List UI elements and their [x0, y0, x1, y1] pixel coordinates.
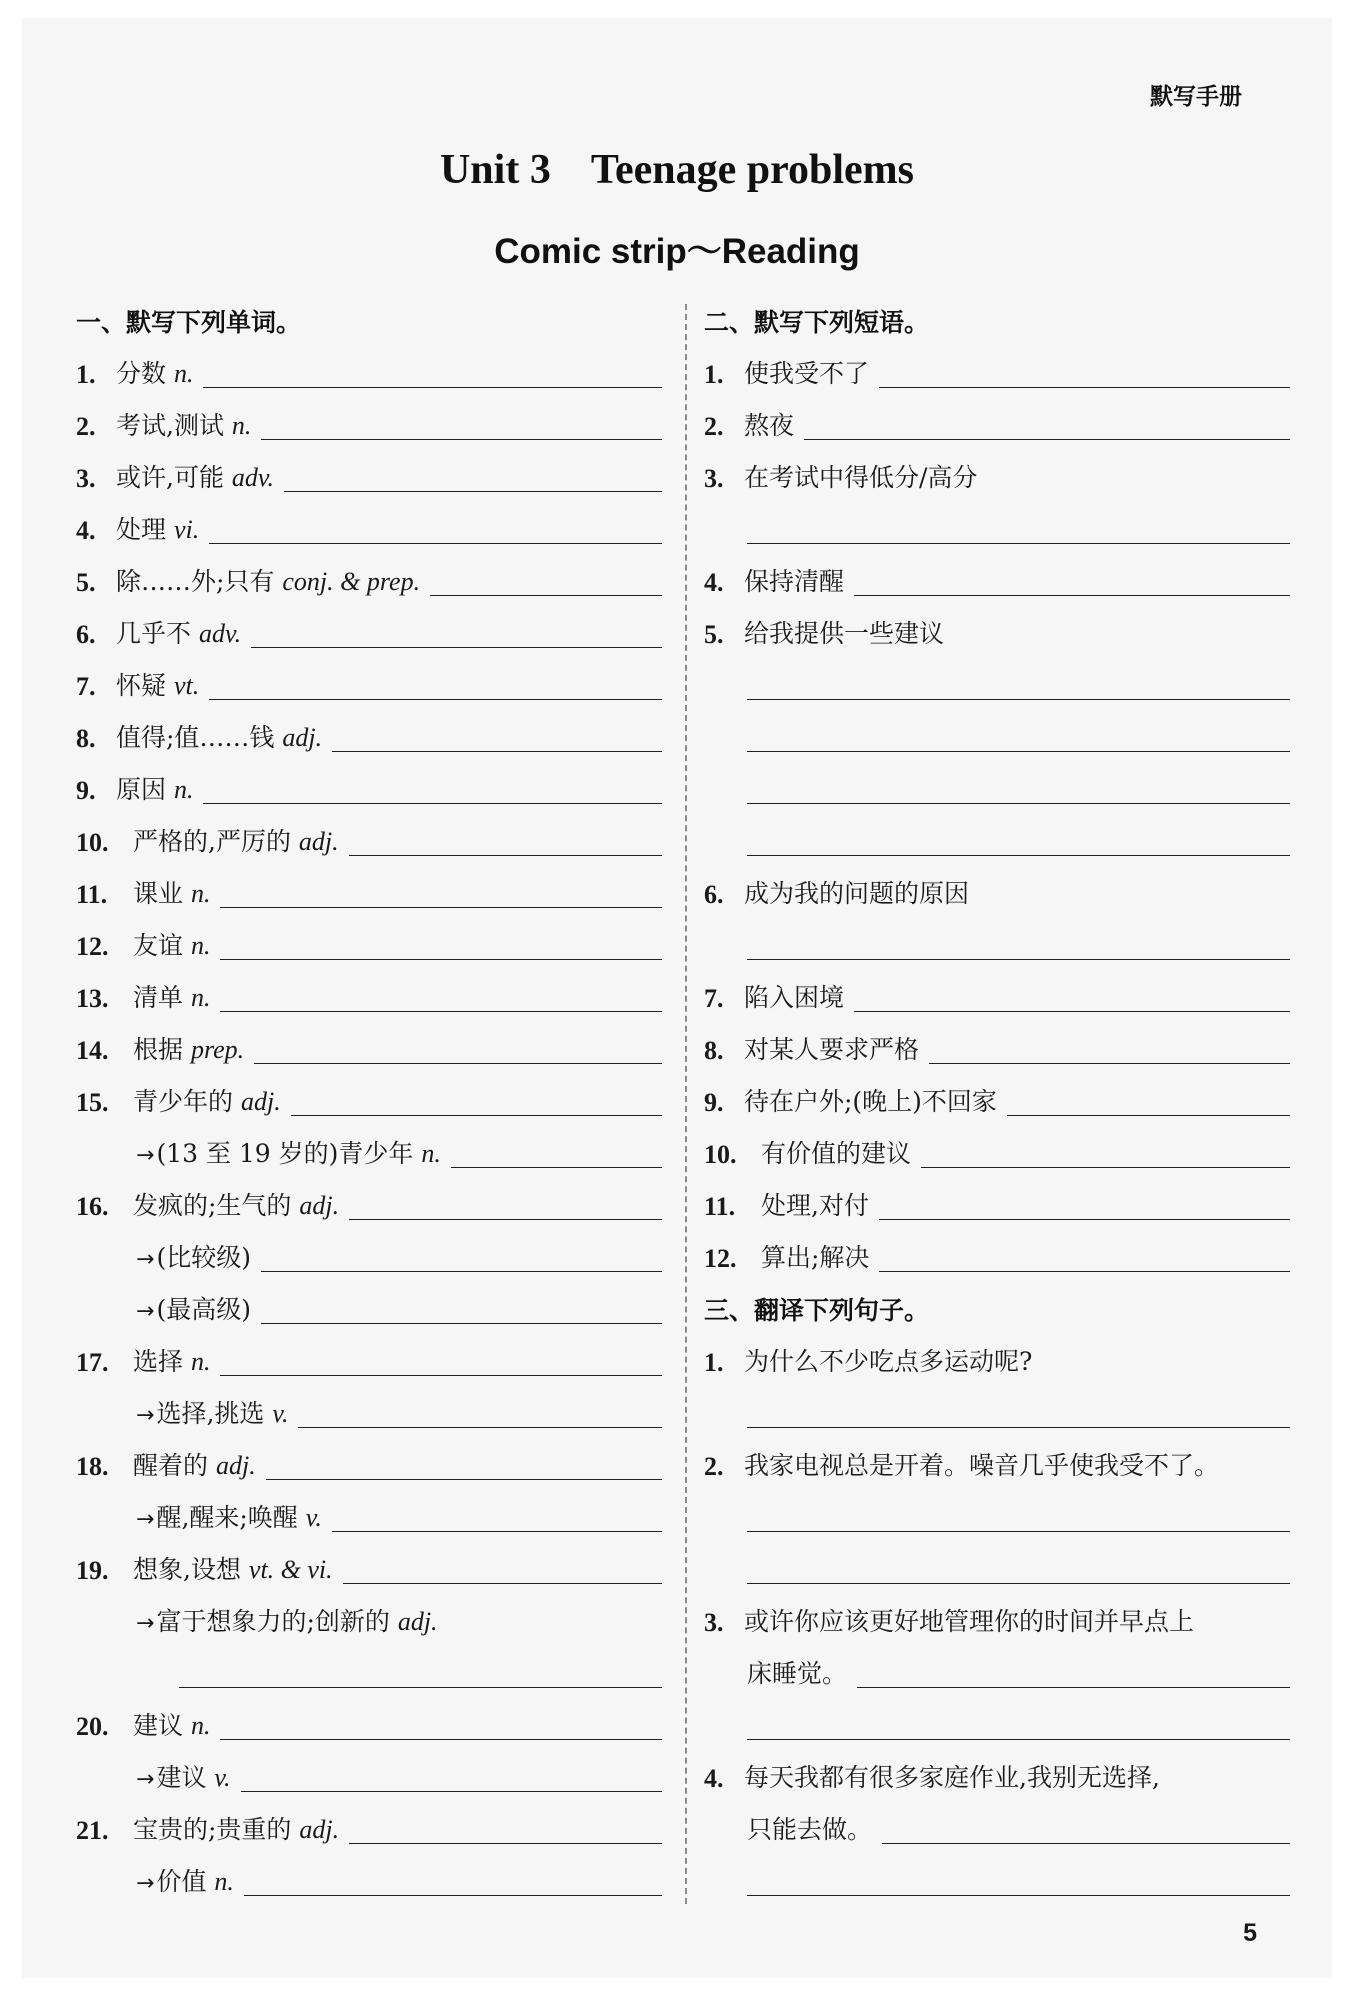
item-text: 为什么不少吃点多运动呢?: [744, 1347, 1033, 1376]
arrow-icon: →: [136, 1871, 155, 1896]
page-subtitle: Comic strip～Reading: [494, 232, 860, 271]
item-number: 6.: [76, 620, 96, 649]
word-item: [76, 970, 662, 1022]
answer-blank[interactable]: [254, 1062, 662, 1064]
arrow-icon: →: [136, 1247, 155, 1272]
section-title-words: 一、默写下列单词。: [76, 308, 302, 337]
answer-blank[interactable]: [747, 1894, 1290, 1896]
answer-line-row: [704, 1386, 1290, 1438]
item-text: 成为我的问题的原因: [744, 879, 970, 908]
item-text: 只能去做。: [747, 1815, 873, 1844]
arrow-icon: →: [136, 1507, 155, 1532]
sentence-item: [704, 1750, 1290, 1802]
answer-blank[interactable]: [747, 958, 1290, 960]
item-text: 考试,测试 n.: [116, 411, 252, 440]
item-text: 友谊 n.: [133, 931, 211, 960]
derived-text: →(13 至 19 岁的)青少年 n.: [136, 1139, 441, 1168]
item-number: 3.: [704, 464, 724, 493]
derived-word-item: [76, 1126, 662, 1178]
answer-blank[interactable]: [261, 1322, 662, 1324]
derived-text: →富于想象力的;创新的 adj.: [136, 1607, 438, 1636]
word-item: [76, 1802, 662, 1854]
item-text: 保持清醒: [744, 567, 845, 596]
answer-blank[interactable]: [879, 1270, 1290, 1272]
page: [22, 18, 1332, 1978]
word-item: [76, 866, 662, 918]
word-item: [76, 346, 662, 398]
unit-label: Unit 3: [439, 147, 551, 193]
item-number: 16.: [76, 1192, 109, 1221]
answer-blank[interactable]: [804, 438, 1290, 440]
word-item: [76, 1022, 662, 1074]
word-item: [76, 502, 662, 554]
item-number: 9.: [76, 776, 96, 805]
answer-blank[interactable]: [857, 1686, 1290, 1688]
answer-line-row: [704, 814, 1290, 866]
answer-blank[interactable]: [220, 1738, 662, 1740]
answer-blank[interactable]: [244, 1894, 662, 1896]
item-number: 7.: [76, 672, 96, 701]
item-text: 怀疑 vt.: [116, 671, 200, 700]
word-item: [76, 710, 662, 762]
answer-line-row: [76, 1646, 662, 1698]
item-text: 分数 n.: [116, 359, 194, 388]
answer-line-row: [704, 918, 1290, 970]
phrase-item: [704, 1022, 1290, 1074]
word-item: [76, 658, 662, 710]
sentence-continuation: [704, 1802, 1290, 1854]
unit-title: Teenage problems: [590, 147, 915, 193]
derived-word-item: [76, 1490, 662, 1542]
item-text: 在考试中得低分/高分: [744, 463, 978, 492]
sentence-item: [704, 1334, 1290, 1386]
answer-blank[interactable]: [266, 1478, 662, 1480]
section-title-phrases: 二、默写下列短语。: [704, 308, 930, 337]
section-title-sentences: 三、翻译下列句子。: [704, 1296, 930, 1325]
word-item: [76, 918, 662, 970]
item-number: 12.: [704, 1244, 737, 1273]
word-item: [76, 1698, 662, 1750]
answer-line-row: [704, 502, 1290, 554]
header-tag: 默写手册: [1150, 84, 1242, 110]
answer-blank[interactable]: [747, 854, 1290, 856]
item-number: 2.: [704, 412, 724, 441]
answer-blank[interactable]: [261, 438, 662, 440]
item-number: 18.: [76, 1452, 109, 1481]
word-item: [76, 1542, 662, 1594]
answer-blank[interactable]: [220, 906, 662, 908]
item-number: 3.: [704, 1608, 724, 1637]
item-number: 20.: [76, 1712, 109, 1741]
derived-word-item: [76, 1854, 662, 1906]
item-text: 发疯的;生气的 adj.: [133, 1191, 340, 1220]
answer-line-row: [704, 1542, 1290, 1594]
item-number: 2.: [704, 1452, 724, 1481]
answer-blank[interactable]: [854, 594, 1290, 596]
word-item: [76, 398, 662, 450]
page-title: [22, 146, 1332, 194]
phrase-item: [704, 398, 1290, 450]
answer-blank[interactable]: [747, 1530, 1290, 1532]
derived-text: →价值 n.: [136, 1867, 234, 1896]
word-item: [76, 1334, 662, 1386]
item-text: 醒着的 adj.: [133, 1451, 256, 1480]
derived-word-item: [76, 1594, 662, 1646]
answer-blank[interactable]: [1007, 1114, 1290, 1116]
item-number: 6.: [704, 880, 724, 909]
arrow-icon: →: [136, 1403, 155, 1428]
item-text: 想象,设想 vt. & vi.: [133, 1555, 333, 1584]
answer-line-row: [704, 710, 1290, 762]
item-number: 10.: [704, 1140, 737, 1169]
answer-blank[interactable]: [349, 854, 662, 856]
item-number: 11.: [704, 1192, 736, 1221]
page-number: 5: [1243, 1919, 1257, 1947]
answer-blank[interactable]: [430, 594, 662, 596]
answer-blank[interactable]: [220, 1374, 662, 1376]
derived-word-item: [76, 1230, 662, 1282]
derived-word-item: [76, 1386, 662, 1438]
item-text: 选择 n.: [133, 1347, 211, 1376]
answer-blank[interactable]: [747, 1426, 1290, 1428]
arrow-icon: →: [136, 1767, 155, 1792]
item-number: 11.: [76, 880, 108, 909]
answer-blank[interactable]: [747, 542, 1290, 544]
item-number: 1.: [76, 360, 96, 389]
item-number: 19.: [76, 1556, 109, 1585]
answer-blank[interactable]: [879, 1218, 1290, 1220]
phrase-item: [704, 1230, 1290, 1282]
phrase-item: [704, 1178, 1290, 1230]
item-text: 几乎不 adv.: [116, 619, 242, 648]
item-number: 10.: [76, 828, 109, 857]
item-number: 21.: [76, 1816, 109, 1845]
item-number: 1.: [704, 360, 724, 389]
answer-blank[interactable]: [220, 1010, 662, 1012]
item-number: 7.: [704, 984, 724, 1013]
sentence-item: [704, 1438, 1290, 1490]
item-text: 床睡觉。: [747, 1659, 848, 1688]
phrase-item: [704, 554, 1290, 606]
item-text: 严格的,严厉的 adj.: [133, 827, 339, 856]
answer-blank[interactable]: [343, 1582, 662, 1584]
item-number: 2.: [76, 412, 96, 441]
answer-blank[interactable]: [332, 1530, 662, 1532]
answer-blank[interactable]: [284, 490, 662, 492]
phrase-item: [704, 346, 1290, 398]
phrase-item: [704, 450, 1290, 502]
item-text: 或许,可能 adv.: [116, 463, 275, 492]
item-text: 使我受不了: [744, 359, 870, 388]
item-text: 算出;解决: [761, 1243, 870, 1272]
answer-blank[interactable]: [854, 1010, 1290, 1012]
answer-blank[interactable]: [747, 750, 1290, 752]
item-text: 宝贵的;贵重的 adj.: [133, 1815, 340, 1844]
answer-blank[interactable]: [451, 1166, 662, 1168]
derived-text: →选择,挑选 v.: [136, 1399, 289, 1428]
derived-word-item: [76, 1750, 662, 1802]
phrase-item: [704, 1126, 1290, 1178]
item-text: 对某人要求严格: [744, 1035, 920, 1064]
answer-line-row: [704, 1490, 1290, 1542]
left-column: [76, 300, 662, 1906]
item-number: 13.: [76, 984, 109, 1013]
word-item: [76, 814, 662, 866]
item-number: 15.: [76, 1088, 109, 1117]
phrase-item: [704, 866, 1290, 918]
item-number: 17.: [76, 1348, 109, 1377]
word-item: [76, 554, 662, 606]
answer-blank[interactable]: [747, 698, 1290, 700]
answer-blank[interactable]: [220, 958, 662, 960]
answer-blank[interactable]: [209, 542, 662, 544]
right-column: [704, 300, 1290, 1906]
answer-blank[interactable]: [882, 1842, 1290, 1844]
item-number: 8.: [704, 1036, 724, 1065]
item-number: 12.: [76, 932, 109, 961]
item-number: 14.: [76, 1036, 109, 1065]
item-text: 根据 prep.: [133, 1035, 245, 1064]
item-number: 4.: [704, 1764, 724, 1793]
item-text: 给我提供一些建议: [744, 619, 945, 648]
word-item: [76, 1438, 662, 1490]
sentence-item: [704, 1594, 1290, 1646]
item-text: 建议 n.: [133, 1711, 211, 1740]
derived-text: →(比较级): [136, 1243, 251, 1272]
answer-blank[interactable]: [747, 1582, 1290, 1584]
answer-blank[interactable]: [747, 802, 1290, 804]
item-number: 1.: [704, 1348, 724, 1377]
answer-blank[interactable]: [209, 698, 662, 700]
item-text: 课业 n.: [133, 879, 211, 908]
answer-line-row: [704, 1698, 1290, 1750]
item-text: 原因 n.: [116, 775, 194, 804]
answer-blank[interactable]: [921, 1166, 1290, 1168]
item-text: 熬夜: [744, 411, 795, 440]
answer-blank[interactable]: [203, 386, 662, 388]
word-item: [76, 606, 662, 658]
answer-line-row: [704, 762, 1290, 814]
phrase-item: [704, 970, 1290, 1022]
item-text: 陷入困境: [744, 983, 845, 1012]
derived-word-item: [76, 1282, 662, 1334]
item-text: 待在户外;(晚上)不回家: [744, 1087, 997, 1116]
answer-blank[interactable]: [349, 1218, 662, 1220]
answer-blank[interactable]: [747, 1738, 1290, 1740]
derived-text: →建议 v.: [136, 1763, 231, 1792]
item-number: 3.: [76, 464, 96, 493]
word-item: [76, 1074, 662, 1126]
arrow-icon: →: [136, 1611, 155, 1636]
item-text: 每天我都有很多家庭作业,我别无选择,: [744, 1763, 1160, 1792]
answer-blank[interactable]: [251, 646, 662, 648]
column-divider: [685, 304, 687, 1904]
item-number: 5.: [76, 568, 96, 597]
phrase-item: [704, 1074, 1290, 1126]
item-number: 9.: [704, 1088, 724, 1117]
phrase-item: [704, 606, 1290, 658]
item-text: 清单 n.: [133, 983, 211, 1012]
derived-text: →(最高级): [136, 1295, 251, 1324]
answer-blank[interactable]: [332, 750, 662, 752]
item-text: 或许你应该更好地管理你的时间并早点上: [744, 1607, 1195, 1636]
word-item: [76, 450, 662, 502]
item-text: 处理 vi.: [116, 515, 200, 544]
arrow-icon: →: [136, 1143, 155, 1168]
answer-blank[interactable]: [203, 802, 662, 804]
arrow-icon: →: [136, 1299, 155, 1324]
answer-blank[interactable]: [879, 386, 1290, 388]
item-number: 4.: [76, 516, 96, 545]
answer-blank[interactable]: [291, 1114, 662, 1116]
answer-blank[interactable]: [241, 1790, 662, 1792]
item-text: 处理,对付: [761, 1191, 869, 1220]
word-item: [76, 762, 662, 814]
word-item: [76, 1178, 662, 1230]
item-number: 8.: [76, 724, 96, 753]
answer-blank[interactable]: [929, 1062, 1290, 1064]
answer-blank[interactable]: [261, 1270, 662, 1272]
answer-line-row: [704, 1854, 1290, 1906]
derived-text: →醒,醒来;唤醒 v.: [136, 1503, 322, 1532]
answer-blank[interactable]: [179, 1686, 662, 1688]
answer-line-row: [704, 658, 1290, 710]
item-text: 有价值的建议: [761, 1139, 912, 1168]
answer-blank[interactable]: [349, 1842, 662, 1844]
item-text: 我家电视总是开着。噪音几乎使我受不了。: [744, 1451, 1220, 1480]
item-number: 5.: [704, 620, 724, 649]
item-text: 除……外;只有 conj. & prep.: [116, 567, 421, 596]
sentence-continuation: [704, 1646, 1290, 1698]
answer-blank[interactable]: [298, 1426, 662, 1428]
item-number: 4.: [704, 568, 724, 597]
item-text: 值得;值……钱 adj.: [116, 723, 323, 752]
item-text: 青少年的 adj.: [133, 1087, 281, 1116]
